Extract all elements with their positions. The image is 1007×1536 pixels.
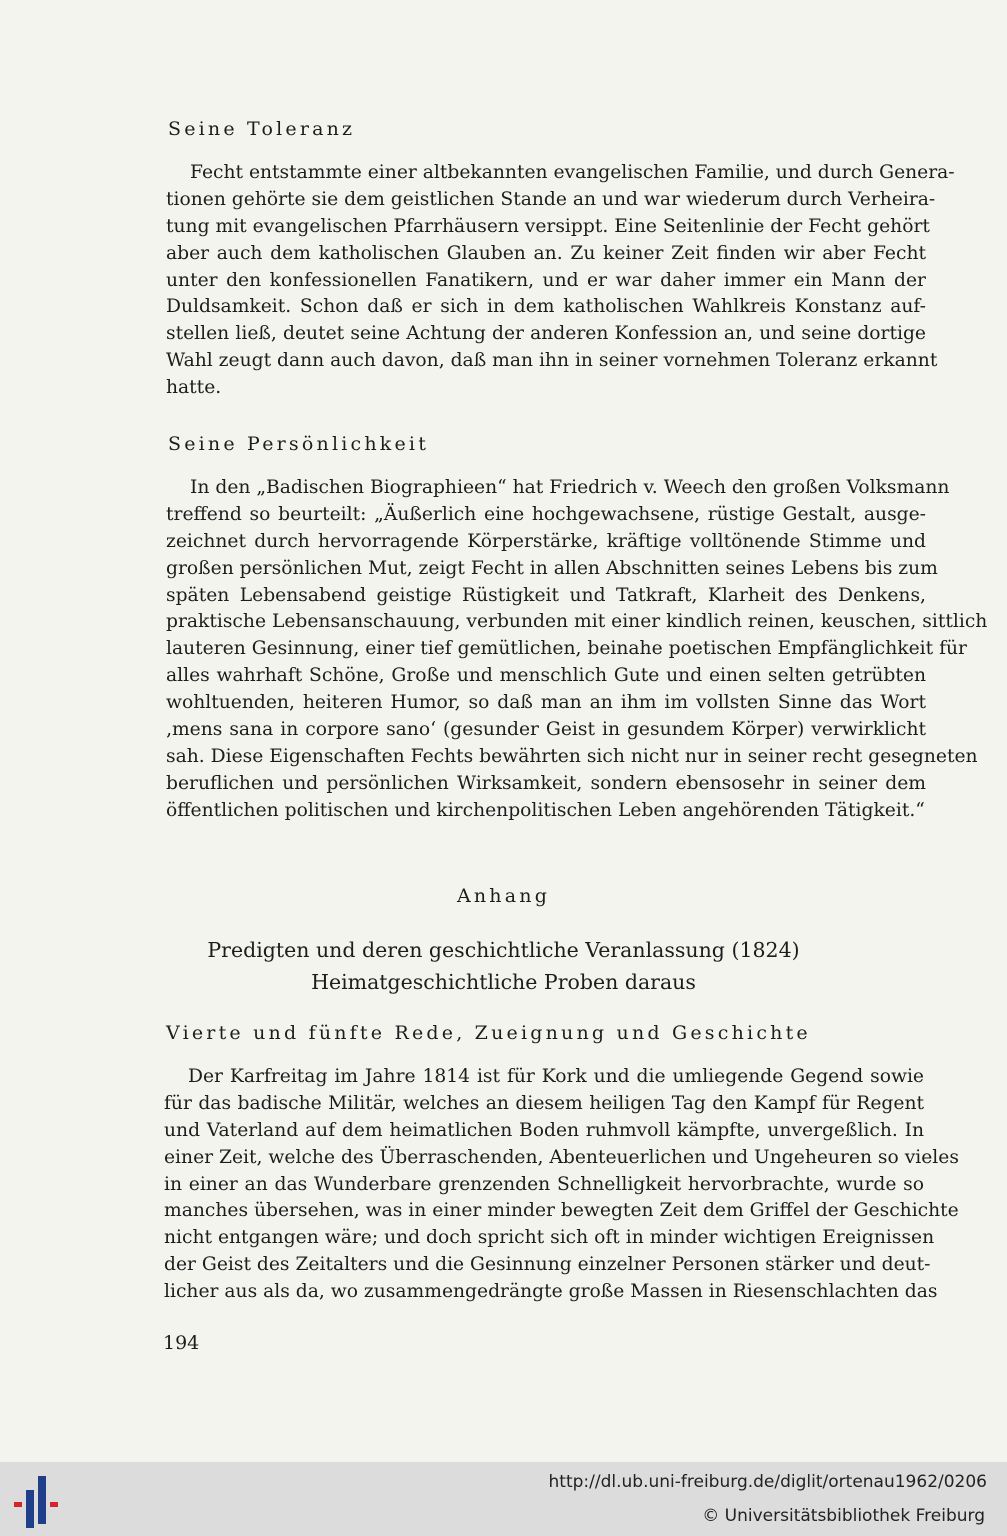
text-line: In den „Badischen Biographieen“ hat Friedrich v. Weech den großen Volksmann (190, 477, 950, 498)
text-line: manches übersehen, was in einer minder bewegten Zeit dem Griffel der Geschichte (164, 1200, 959, 1222)
text-line: hatte. (166, 377, 222, 399)
text-line: großen persönlichen Mut, zeigt Fecht in allen Abschnitten seines Lebens bis zum (166, 557, 938, 579)
text-line: alles wahrhaft Schöne, Große und menschlich Gute und einen selten getrübten (166, 665, 926, 687)
text-line: sah. Diese Eigenschaften Fechts bewährten sich nicht nur in seiner recht gesegneten (166, 745, 978, 767)
section-heading-persoenlichkeit: Seine Persönlichkeit (168, 433, 430, 455)
text-line: späten Lebensabend geistige Rüstigkeit und Tatkraft, Klarheit des Denkens, (166, 584, 926, 606)
appendix-subtitle: Predigten und deren geschichtliche Veranlassung (1824) (207, 938, 800, 962)
text-line: nicht entgangen wäre; und doch spricht sich oft in minder wichtigen Ereignissen (164, 1227, 935, 1249)
ub-freiburg-logo-icon (14, 1476, 64, 1528)
text-line: der Geist des Zeitalters und die Gesinnung einzelner Personen stärker und deut- (164, 1254, 931, 1276)
text-line: stellen ließ, deutet seine Achtung der anderen Konfession an, und seine dortige (166, 323, 926, 345)
text-line: tionen gehörte sie dem geistlichen Stande an und war wiederum durch Verheira- (166, 188, 936, 210)
text-line: aber auch dem katholischen Glauben an. Zu keiner Zeit finden wir aber Fecht (166, 242, 926, 264)
text-line: unter den konfessionellen Fanatikern, und er war daher immer ein Mann der (166, 269, 926, 291)
source-url-link[interactable]: http://dl.ub.uni-freiburg.de/diglit/ortenau1962/0206 (548, 1472, 987, 1492)
text-line: öffentlichen politischen und kirchenpolitischen Leben angehörenden Tätigkeit.“ (166, 799, 925, 821)
section-heading-toleranz: Seine Toleranz (168, 118, 356, 140)
text-line: und Vaterland auf dem heimatlichen Boden ruhmvoll kämpfte, unvergeßlich. In (164, 1119, 924, 1141)
text-line: ‚mens sana in corpore sano‘ (gesunder Geist in gesundem Körper) verwirklicht (166, 719, 926, 741)
text-line: treffend so beurteilt: „Äußerlich eine hochgewachsene, rüstige Gestalt, ausge- (166, 503, 926, 525)
paragraph-rede (164, 1064, 959, 1306)
text-line: in einer an das Wunderbare grenzenden Schnelligkeit hervorbrachte, wurde so (164, 1173, 924, 1195)
text-line: tung mit evangelischen Pfarrhäusern versippt. Eine Seitenlinie der Fecht gehört (166, 215, 930, 237)
text-line: zeichnet durch hervorragende Körperstärke, kräftige volltönende Stimme und (166, 530, 926, 552)
text-line: Der Karfreitag im Jahre 1814 ist für Kork und die umliegende Gegend sowie (188, 1066, 924, 1087)
text-line: Duldsamkeit. Schon daß er sich in dem katholischen Wahlkreis Konstanz auf- (166, 296, 926, 318)
text-line: wohltuenden, heiteren Humor, so daß man an ihm im vollsten Sinne das Wort (166, 692, 926, 714)
text-line: licher aus als da, wo zusammengedrängte große Massen in Riesenschlachten das (164, 1281, 938, 1303)
copyright-notice: © Universitätsbibliothek Freiburg (702, 1506, 985, 1526)
text-line: einer Zeit, welche des Überraschenden, Abenteuerlichen und Ungeheuren so vieles (164, 1146, 959, 1168)
appendix-title: Anhang (456, 885, 551, 907)
text-line: beruflichen und persönlichen Wirksamkeit, sondern ebensosehr in seiner dem (166, 772, 926, 794)
section-heading-rede: Vierte und fünfte Rede, Zueignung und Geschichte (166, 1022, 811, 1044)
paragraph-persoenlichkeit (166, 475, 988, 825)
text-line: Wahl zeugt dann auch davon, daß man ihn in seiner vornehmen Toleranz erkannt (166, 350, 938, 372)
page-number: 194 (163, 1332, 200, 1354)
appendix-subtitle-2: Heimatgeschichtliche Proben daraus (311, 970, 696, 994)
footer-bar (0, 1462, 1007, 1536)
text-line: Fecht entstammte einer altbekannten evangelischen Familie, und durch Genera- (190, 162, 955, 183)
text-line: für das badische Militär, welches an diesem heiligen Tag den Kampf für Regent (164, 1092, 924, 1114)
text-line: praktische Lebensanschauung, verbunden mit einer kindlich reinen, keuschen, sittlich (166, 611, 988, 633)
paragraph-toleranz (166, 160, 955, 402)
text-line: lauteren Gesinnung, einer tief gemütlichen, beinahe poetischen Empfänglichkeit für (166, 638, 967, 660)
